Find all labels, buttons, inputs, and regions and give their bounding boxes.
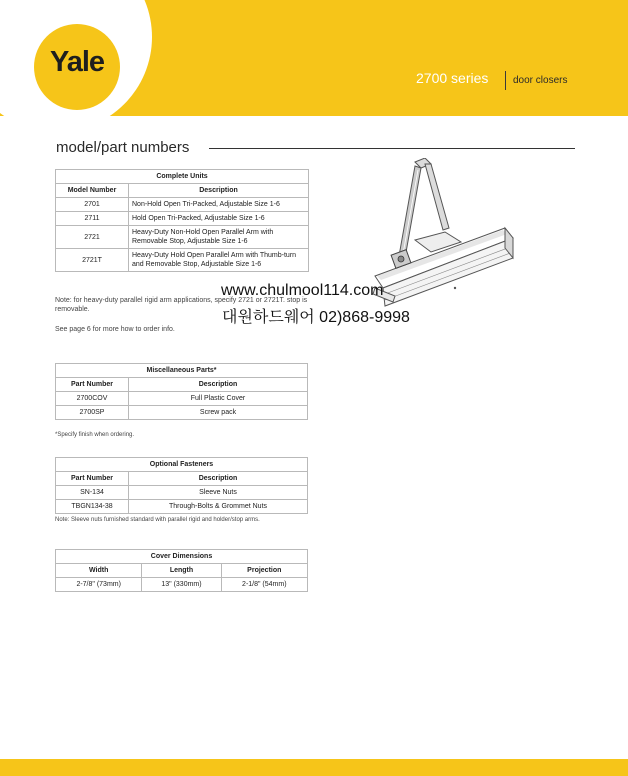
table-header: Part Number xyxy=(56,472,129,486)
table-row xyxy=(56,406,308,420)
table-header: Description xyxy=(129,184,309,198)
model-description: Non-Hold Open Tri-Packed, Adjustable Size 1-6 xyxy=(129,198,309,212)
part-description: Sleeve Nuts xyxy=(129,486,308,500)
fasteners-title: Optional Fasteners xyxy=(56,458,308,472)
part-description: Screw pack xyxy=(129,406,308,420)
logo-text: Yale xyxy=(49,46,105,78)
sleeve-note: Note: Sleeve nuts furnished standard with parallel rigid and holder/stop arms. xyxy=(55,517,260,523)
model-number: 2721T xyxy=(56,249,129,272)
complete-units-table xyxy=(55,169,309,272)
table-header: Length xyxy=(142,564,221,578)
header-separator xyxy=(505,71,506,90)
fasteners-table xyxy=(55,457,308,514)
door-closer-illustration xyxy=(355,158,615,320)
model-description: Heavy-Duty Non-Hold Open Parallel Arm with Removable Stop, Adjustable Size 1-6 xyxy=(129,226,309,249)
projection-value: 2-1/8" (54mm) xyxy=(221,578,307,592)
complete-units-title: Complete Units xyxy=(56,170,309,184)
watermark-url: www.chulmool114.com xyxy=(221,282,384,299)
model-description: Hold Open Tri-Packed, Adjustable Size 1-6 xyxy=(129,212,309,226)
title-rule xyxy=(209,148,575,149)
table-row xyxy=(56,212,309,226)
watermark-dealer: 대원하드웨어 02)868-9998 xyxy=(222,309,410,326)
cover-dimensions-title: Cover Dimensions xyxy=(56,550,308,564)
width-value: 2-7/8" (73mm) xyxy=(56,578,142,592)
cover-dimensions-table xyxy=(55,549,308,592)
part-number: 2700COV xyxy=(56,392,129,406)
part-description: Full Plastic Cover xyxy=(129,392,308,406)
table-row xyxy=(56,578,308,592)
model-number: 2701 xyxy=(56,198,129,212)
model-number: 2711 xyxy=(56,212,129,226)
product-label: door closers xyxy=(513,75,568,86)
model-description: Heavy-Duty Hold Open Parallel Arm with Thumb-turn and Removable Stop, Adjustable Size 1-6 xyxy=(129,249,309,272)
table-header: Width xyxy=(56,564,142,578)
misc-parts-title: Miscellaneous Parts* xyxy=(56,364,308,378)
table-row xyxy=(56,226,309,249)
header-band xyxy=(0,0,628,116)
table-row xyxy=(56,486,308,500)
see-page-note: See page 6 for more how to order info. xyxy=(55,326,175,333)
table-header: Projection xyxy=(221,564,307,578)
part-number: 2700SP xyxy=(56,406,129,420)
table-row xyxy=(56,392,308,406)
part-number: SN-134 xyxy=(56,486,129,500)
yale-logo xyxy=(34,24,120,110)
table-header: Part Number xyxy=(56,378,129,392)
length-value: 13" (330mm) xyxy=(142,578,221,592)
model-number: 2721 xyxy=(56,226,129,249)
heavy-duty-note: Note: for heavy-duty parallel rigid arm applications, specify 2721 or 2721T. stop is removable. xyxy=(55,297,308,313)
misc-parts-table xyxy=(55,363,308,420)
table-header: Model Number xyxy=(56,184,129,198)
part-number: TBGN134-38 xyxy=(56,500,129,514)
part-description: Through-Bolts & Grommet Nuts xyxy=(129,500,308,514)
page-title: model/part numbers xyxy=(56,139,190,156)
series-label: 2700 series xyxy=(416,70,489,86)
table-header: Description xyxy=(129,472,308,486)
table-row xyxy=(56,249,309,272)
table-row xyxy=(56,198,309,212)
table-header: Description xyxy=(129,378,308,392)
table-row xyxy=(56,500,308,514)
footer-band xyxy=(0,759,628,776)
finish-note: *Specify finish when ordering. xyxy=(55,432,135,438)
